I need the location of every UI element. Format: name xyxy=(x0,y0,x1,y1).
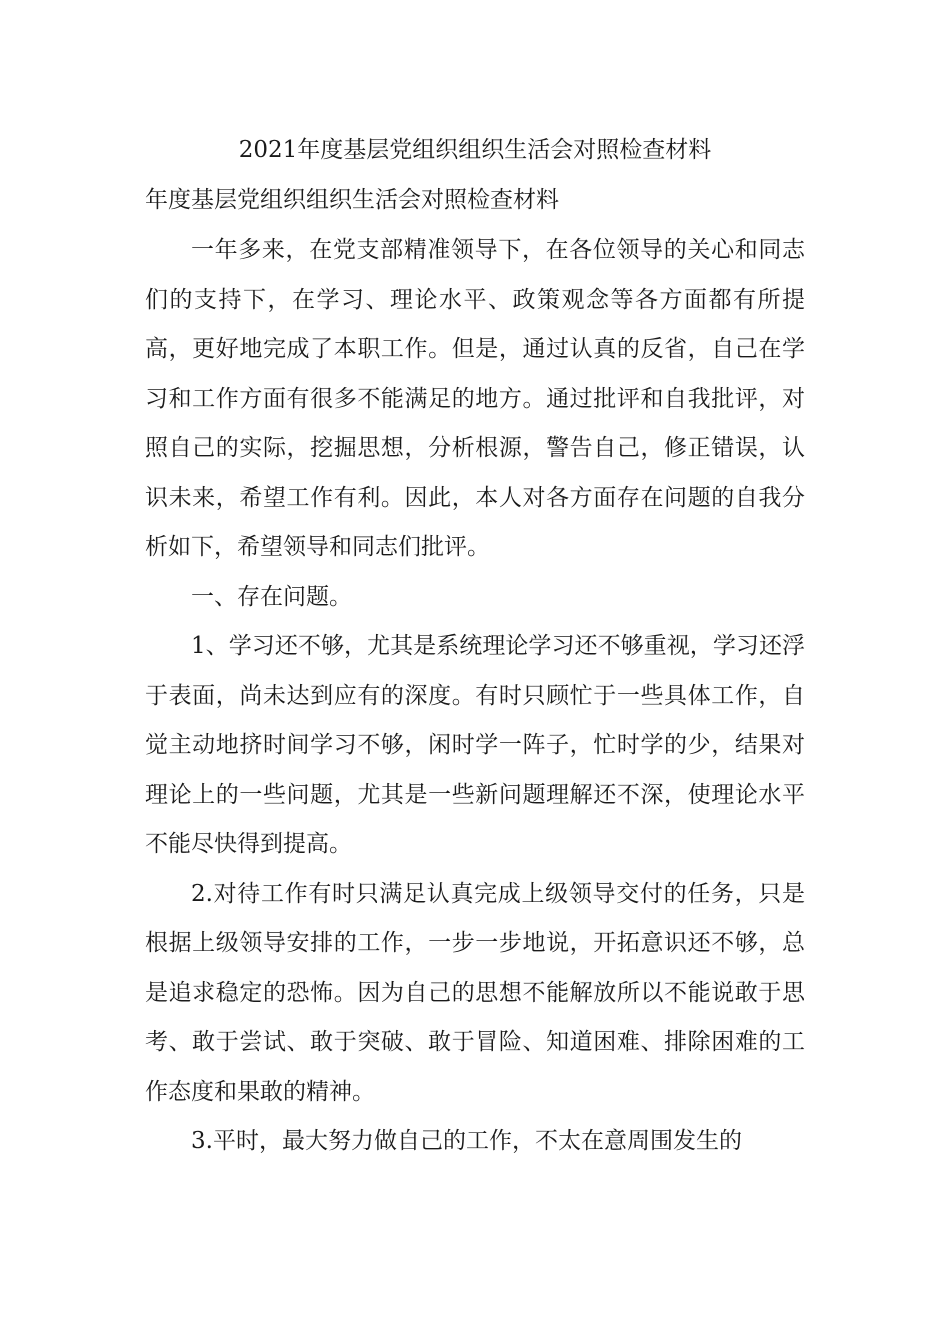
problem-paragraph-2: 2.对待工作有时只满足认真完成上级领导交付的任务，只是根据上级领导安排的工作，一步一步地说，开拓意识还不够，总是追求稳定的恐怖。因为自己的思想不能解放所以不能说敢于思考、敢于尝试、敢于突破、敢于冒险、知道困难、排除困难的工作态度和果敢的精神。 xyxy=(145,880,805,1105)
problem-paragraph-1: 1、学习还不够，尤其是系统理论学习还不够重视，学习还浮于表面，尚未达到应有的深度。有时只顾忙于一些具体工作，自觉主动地挤时间学习不够，闲时学一阵子，忙时学的少，结果对理论上的一些问题，尤其是一些新问题理解还不深，使理论水平不能尽快得到提高。 xyxy=(145,633,805,857)
document-title: 2021年度基层党组织组织生活会对照检查材料 xyxy=(238,137,712,163)
intro-paragraph: 一年多来，在党支部精准领导下，在各位领导的关心和同志们的支持下，在学习、理论水平、政策观念等各方面都有所提高，更好地完成了本职工作。但是，通过认真的反省，自己在学习和工作方面有很多不能满足的地方。通过批评和自我批评，对照自己的实际，挖掘思想，分析根源，警告自己，修正错误，认识未来，希望工作有利。因此，本人对各方面存在问题的自我分析如下，希望领导和同志们批评。 xyxy=(145,237,805,560)
section-heading-problems: 一、存在问题。 xyxy=(191,583,352,610)
problem-paragraph-3: 3.平时，最大努力做自己的工作，不太在意周围发生的 xyxy=(191,1128,742,1154)
document-body xyxy=(145,226,805,1167)
document-subtitle: 年度基层党组织组织生活会对照检查材料 xyxy=(145,187,559,213)
